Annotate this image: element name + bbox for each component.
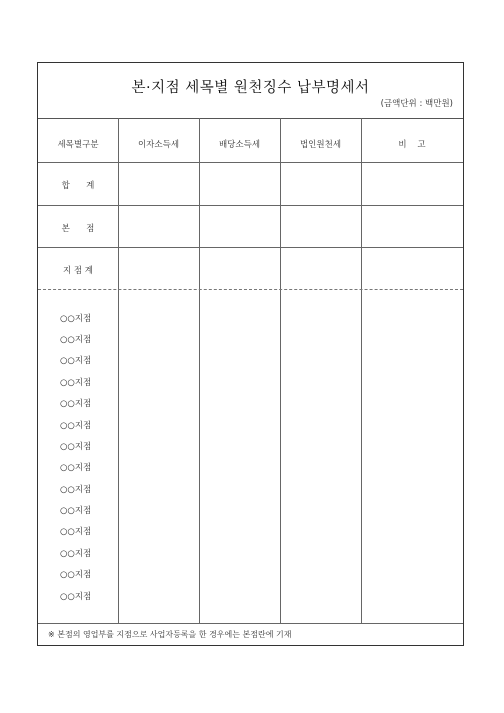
branch-label: ○○지점 [60, 314, 92, 324]
branch-label: ○○지점 [60, 485, 92, 495]
header-corporate-tax: 법인원천세 [299, 140, 342, 150]
branch-label: ○○지점 [60, 592, 92, 602]
branch-label: ○○지점 [60, 463, 92, 473]
header-interest-tax: 이자소득세 [137, 140, 180, 150]
row-branch-total: 지 점 계 [62, 266, 94, 276]
branch-label: ○○지점 [60, 399, 92, 409]
branch-label: ○○지점 [60, 378, 92, 388]
branch-label: ○○지점 [60, 335, 92, 345]
branch-label: ○○지점 [60, 549, 92, 559]
branch-label: ○○지점 [60, 506, 92, 516]
column-divider [361, 118, 362, 623]
row-head-office: 본 점 [61, 224, 95, 234]
header-remarks: 비 고 [398, 140, 426, 150]
branch-label: ○○지점 [60, 442, 92, 452]
branch-label: ○○지점 [60, 570, 92, 580]
row-divider [38, 247, 463, 248]
column-divider [280, 118, 281, 623]
header-dividend-tax: 배당소득세 [218, 140, 261, 150]
row-divider [38, 162, 463, 163]
column-divider [199, 118, 200, 623]
row-total: 합 계 [61, 181, 95, 191]
unit-note: (금액단위 : 백만원) [380, 99, 453, 109]
tax-form [37, 62, 464, 646]
row-divider [38, 205, 463, 206]
title-area [38, 63, 463, 119]
row-divider [38, 623, 463, 624]
branch-label: ○○지점 [60, 356, 92, 366]
page-title: 본·지점 세목별 원천징수 납부명세서 [131, 80, 370, 96]
footnote: ※ 본점의 영업부를 지점으로 사업자등록을 한 경우에는 본점란에 기재 [48, 630, 292, 639]
dashed-divider [38, 289, 463, 290]
branch-label: ○○지점 [60, 421, 92, 431]
column-divider [118, 118, 119, 623]
header-category: 세목별구분 [57, 140, 99, 150]
branch-label: ○○지점 [60, 527, 92, 537]
